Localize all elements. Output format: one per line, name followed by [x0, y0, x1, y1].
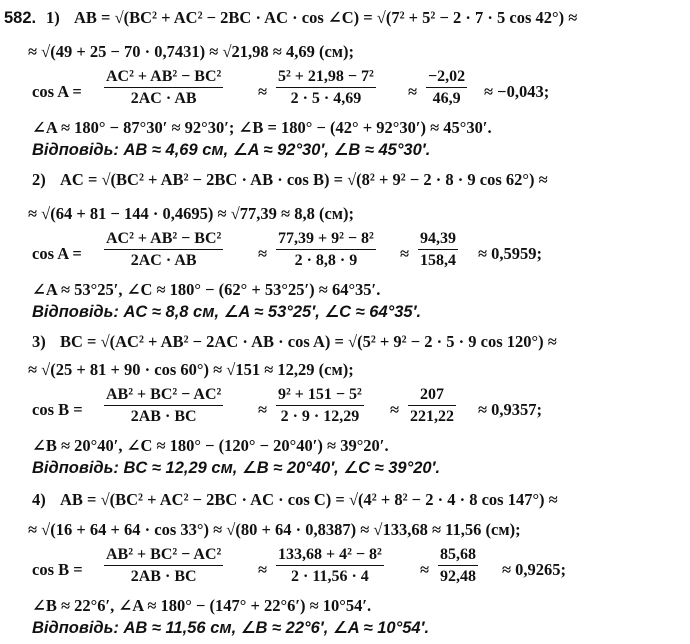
part4-answer: Відповідь: AB ≈ 11,56 см, ∠B ≈ 22°6′, ∠A ≈ 10°54′.: [32, 619, 430, 637]
approx-sign: ≈: [390, 400, 400, 419]
numerator: AB² + BC² − AC²: [106, 386, 222, 403]
part4-fraction-1: [104, 546, 223, 586]
part1-answer: Відповідь: AB ≈ 4,69 см, ∠A ≈ 92°30′, ∠B ≈ 45°30′.: [32, 141, 431, 159]
numerator: AB² + BC² − AC²: [106, 546, 222, 563]
approx-sign: ≈: [258, 400, 268, 419]
part4-formula-line2: ≈ √(16 + 64 + 64 · cos 33°) ≈ √(80 + 64 · 0,8387) ≈ √133,68 ≈ 11,56 (см);: [28, 520, 521, 539]
approx-sign: ≈: [408, 82, 418, 101]
denominator: 2 · 9 · 12,29: [280, 408, 360, 425]
numerator: 94,39: [420, 230, 456, 247]
part3-fraction-2: [276, 386, 364, 426]
numerator: AC² + AB² − BC²: [106, 68, 222, 85]
denominator: 2 · 5 · 4,69: [290, 90, 362, 107]
fraction-bar: [276, 249, 376, 250]
approx-sign: ≈: [258, 82, 268, 101]
approx-sign: ≈: [420, 560, 430, 579]
approx-sign: ≈: [258, 560, 268, 579]
part3-cos-prefix: cos B =: [32, 400, 83, 419]
denominator: 158,4: [420, 252, 456, 269]
part3-answer: Відповідь: BC ≈ 12,29 см, ∠B ≈ 20°40′, ∠C ≈ 39°20′.: [32, 459, 441, 477]
part3-cos-result: ≈ 0,9357;: [478, 400, 543, 419]
denominator: 2AB · BC: [130, 568, 197, 585]
numerator: 85,68: [440, 546, 476, 563]
numerator: 77,39 + 9² − 8²: [278, 230, 374, 247]
part4-fraction-3: [438, 546, 478, 586]
part1-cos-result: ≈ −0,043;: [484, 82, 550, 101]
fraction-bar: [408, 405, 456, 406]
part3-fraction-3: [408, 386, 456, 426]
fraction-bar: [426, 87, 467, 88]
fraction-bar: [104, 87, 223, 88]
numerator: 5² + 21,98 − 7²: [278, 68, 374, 85]
part2-cos-prefix: cos A =: [32, 244, 82, 263]
fraction-bar: [438, 565, 478, 566]
part3-label: 3): [32, 332, 46, 351]
numerator: −2,02: [428, 68, 466, 85]
part4-fraction-2: [276, 546, 384, 586]
part2-angles: ∠A ≈ 53°25′, ∠C ≈ 180° − (62° + 53°25′) ≈ 64°35′.: [32, 280, 381, 299]
part1-label: 1): [46, 8, 60, 27]
part1-fraction-3: [426, 68, 467, 108]
denominator: 221,22: [410, 408, 454, 425]
fraction-bar: [276, 87, 376, 88]
fraction-bar: [104, 405, 223, 406]
denominator: 2AC · AB: [130, 252, 197, 269]
numerator: 133,68 + 4² − 8²: [278, 546, 382, 563]
part4-cos-result: ≈ 0,9265;: [502, 560, 567, 579]
part1-formula-line2: ≈ √(49 + 25 − 70 · 0,7431) ≈ √21,98 ≈ 4,69 (см);: [28, 42, 354, 61]
problem-number: 582.: [4, 9, 37, 27]
numerator: 207: [420, 386, 444, 403]
approx-sign: ≈: [400, 244, 410, 263]
part1-fraction-2: [276, 68, 376, 108]
fraction-bar: [418, 249, 458, 250]
fraction-bar: [276, 405, 364, 406]
part4-label: 4): [32, 490, 46, 509]
part4-angles: ∠B ≈ 22°6′, ∠A ≈ 180° − (147° + 22°6′) ≈ 10°54′.: [32, 596, 372, 615]
denominator: 2AC · AB: [130, 90, 197, 107]
part2-answer: Відповідь: AC ≈ 8,8 см, ∠A ≈ 53°25′, ∠C ≈ 64°35′.: [32, 303, 422, 321]
part1-cos-prefix: cos A =: [32, 82, 82, 101]
denominator: 92,48: [440, 568, 476, 585]
fraction-bar: [276, 565, 384, 566]
part2-fraction-1: [104, 230, 223, 270]
denominator: 2 · 11,56 · 4: [291, 568, 369, 585]
numerator: AC² + AB² − BC²: [106, 230, 222, 247]
approx-sign: ≈: [258, 244, 268, 263]
part2-label: 2): [32, 170, 46, 189]
part2-fraction-3: [418, 230, 458, 270]
numerator: 9² + 151 − 5²: [278, 386, 362, 403]
part4-cos-prefix: cos B =: [32, 560, 83, 579]
part2-formula-line2: ≈ √(64 + 81 − 144 · 0,4695) ≈ √77,39 ≈ 8,8 (см);: [28, 204, 354, 223]
part3-formula-line1: BC = √(AC² + AB² − 2AC · AB · cos A) = √(5² + 9² − 2 · 5 · 9 cos 120°) ≈: [60, 332, 557, 351]
part1-formula-line1: AB = √(BC² + AC² − 2BC · AC · cos ∠C) = √(7² + 5² − 2 · 7 · 5 cos 42°) ≈: [74, 8, 578, 27]
denominator: 2 · 8,8 · 9: [294, 252, 358, 269]
part3-fraction-1: [104, 386, 223, 426]
fraction-bar: [104, 249, 223, 250]
part2-fraction-2: [276, 230, 376, 270]
part2-formula-line1: AC = √(BC² + AB² − 2BC · AB · cos B) = √(8² + 9² − 2 · 8 · 9 cos 62°) ≈: [60, 170, 548, 189]
part3-formula-line2: ≈ √(25 + 81 + 90 · cos 60°) ≈ √151 ≈ 12,29 (см);: [28, 360, 354, 379]
denominator: 2AB · BC: [130, 408, 197, 425]
denominator: 46,9: [432, 90, 461, 107]
part3-angles: ∠B ≈ 20°40′, ∠C ≈ 180° − (120° − 20°40′) ≈ 39°20′.: [32, 436, 389, 455]
part1-angles: ∠A ≈ 180° − 87°30′ ≈ 92°30′; ∠B = 180° − (42° + 92°30′) ≈ 45°30′.: [32, 118, 492, 137]
part4-formula-line1: AB = √(BC² + AC² − 2BC · AC · cos C) = √(4² + 8² − 2 · 4 · 8 cos 147°) ≈: [60, 490, 558, 509]
part2-cos-result: ≈ 0,5959;: [478, 244, 543, 263]
part1-fraction-1: [104, 68, 223, 108]
fraction-bar: [104, 565, 223, 566]
